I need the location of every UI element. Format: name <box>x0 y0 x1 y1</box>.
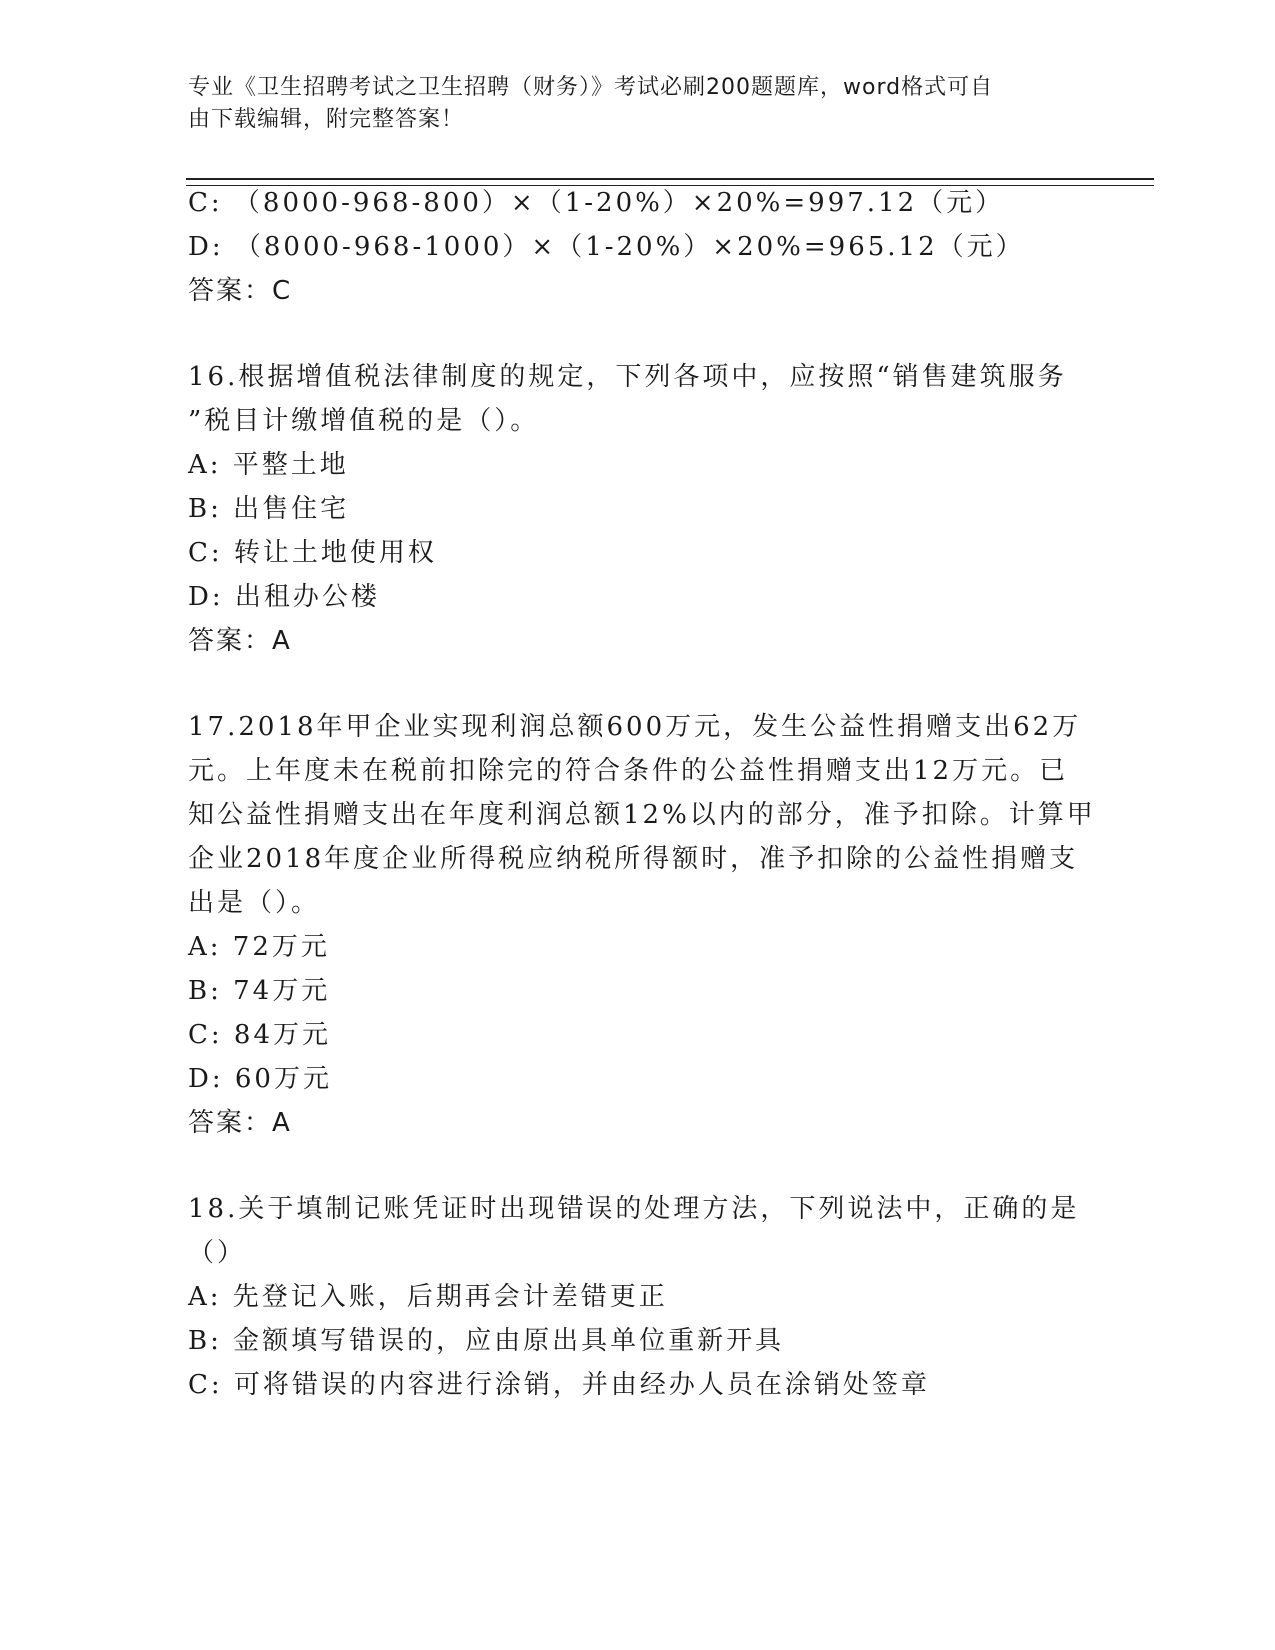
q17-stem-line3: 知公益性捐赠支出在年度利润总额12%以内的部分，准予扣除。计算甲 <box>188 800 1096 830</box>
q17-stem-line2: 元。上年度未在税前扣除完的符合条件的公益性捐赠支出12万元。已 <box>188 756 1069 786</box>
q17-answer: 答案：A <box>188 1108 292 1138</box>
q17-option-a: A: 72万元 <box>188 932 330 962</box>
q16-answer: 答案：A <box>188 626 292 656</box>
q18-option-b: B: 金额填写错误的，应由原出具单位重新开具 <box>188 1326 785 1356</box>
q18-stem-line2: （） <box>188 1238 247 1268</box>
q16-stem-line2: ”税目计缴增值税的是（）。 <box>188 406 540 436</box>
q17-option-d: D: 60万元 <box>188 1064 332 1094</box>
q16-option-c: C: 转让土地使用权 <box>188 538 437 568</box>
q18-stem-line1: 18.关于填制记账凭证时出现错误的处理方法，下列说法中，正确的是 <box>188 1194 1080 1224</box>
q17-stem-line4: 企业2018年度企业所得税应纳税所得额时，准予扣除的公益性捐赠支 <box>188 844 1079 874</box>
q17-stem-line5: 出是（）。 <box>188 888 321 918</box>
header-title-line2: 由下载编辑，附完整答案！ <box>188 107 465 132</box>
q15-option-d: D: （8000-968-1000）×（1-20%）×20%=965.12（元） <box>188 232 1025 262</box>
q16-option-d: D: 出租办公楼 <box>188 582 380 612</box>
q18-option-a: A: 先登记入账，后期再会计差错更正 <box>188 1282 668 1312</box>
q15-answer: 答案：C <box>188 276 293 306</box>
q17-option-b: B: 74万元 <box>188 976 331 1006</box>
q17-stem-line1: 17.2018年甲企业实现利润总额600万元，发生公益性捐赠支出62万 <box>188 712 1082 742</box>
q16-stem-line1: 16.根据增值税法律制度的规定，下列各项中，应按照“销售建筑服务 <box>188 362 1067 392</box>
header-title-line1: 专业《卫生招聘考试之卫生招聘（财务）》考试必刷200题题库，word格式可自 <box>188 75 994 100</box>
q15-option-c: C: （8000-968-800）×（1-20%）×20%=997.12（元） <box>188 188 1005 218</box>
q16-option-b: B: 出售住宅 <box>188 494 350 524</box>
q16-option-a: A: 平整土地 <box>188 450 349 480</box>
q17-option-c: C: 84万元 <box>188 1020 332 1050</box>
document-header <box>188 72 1068 136</box>
q18-option-c: C: 可将错误的内容进行涂销，并由经办人员在涂销处签章 <box>188 1370 930 1400</box>
